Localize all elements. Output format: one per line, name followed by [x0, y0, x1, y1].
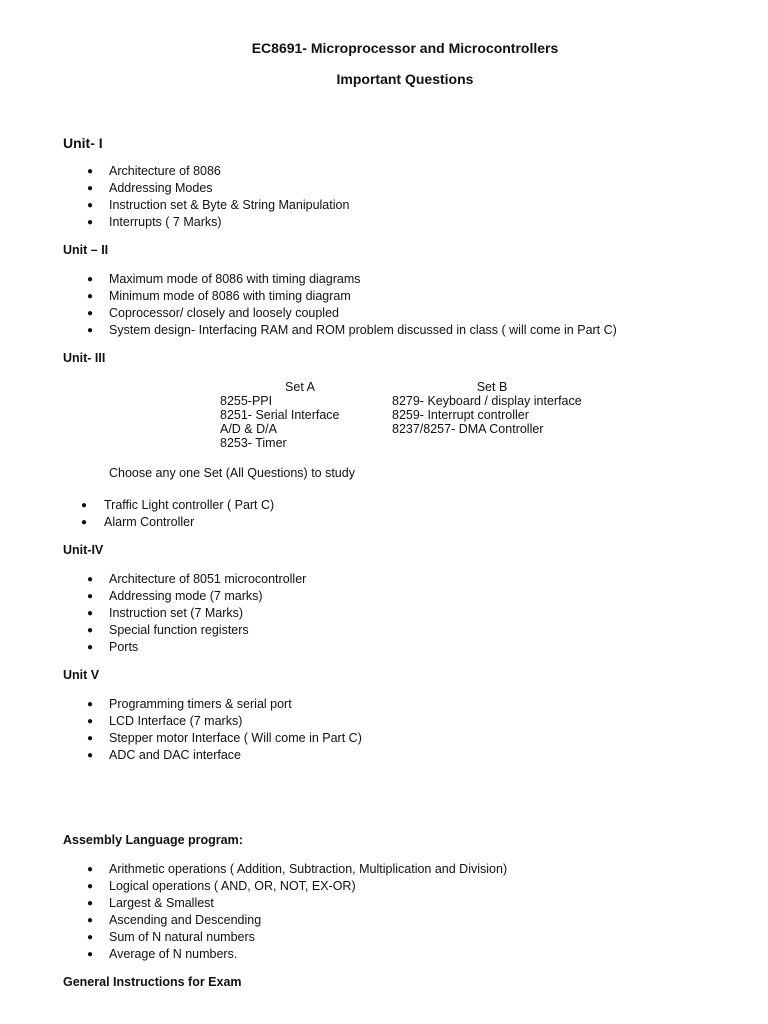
- bullet-icon: ●: [87, 325, 94, 336]
- list-item: ● Logical operations ( AND, OR, NOT, EX-OR): [87, 879, 356, 893]
- unit-2-heading: Unit – II: [63, 243, 109, 257]
- unit-3-heading: Unit- III: [63, 351, 106, 365]
- list-item: ● Arithmetic operations ( Addition, Subtraction, Multiplication and Division): [87, 862, 508, 876]
- unit-4-heading: Unit-IV: [63, 543, 104, 557]
- list-item: ● Alarm Controller: [81, 515, 195, 529]
- list-item: ● Architecture of 8086: [87, 164, 221, 178]
- list-item: ● Coprocessor/ closely and loosely coupled: [87, 306, 339, 320]
- bullet-icon: ●: [87, 949, 94, 960]
- bullet-icon: ●: [87, 699, 94, 710]
- list-item: ● Sum of N natural numbers: [87, 930, 255, 944]
- set-a-item: 8251- Serial Interface: [220, 408, 340, 422]
- bullet-icon: ●: [87, 166, 94, 177]
- list-item: ● Instruction set & Byte & String Manipulation: [87, 198, 350, 212]
- list-item: ● Instruction set (7 Marks): [87, 606, 244, 620]
- list-item: ● Average of N numbers.: [87, 947, 238, 961]
- bullet-icon: ●: [81, 517, 88, 528]
- set-a-item: A/D & D/A: [220, 422, 277, 436]
- bullet-icon: ●: [87, 864, 94, 875]
- unit-1-heading: Unit- I: [63, 135, 103, 151]
- bullet-icon: ●: [87, 274, 94, 285]
- set-a-item: 8255-PPI: [220, 394, 273, 408]
- unit-5-list: [63, 696, 362, 764]
- bullet-icon: ●: [87, 574, 94, 585]
- set-a-label: Set A: [285, 380, 315, 394]
- list-item: ● System design- Interfacing RAM and ROM problem discussed in class ( will come in Part C): [87, 323, 617, 337]
- set-b-column: [392, 380, 592, 436]
- list-item: ● Addressing Modes: [87, 181, 213, 195]
- bullet-icon: ●: [87, 291, 94, 302]
- bullet-icon: ●: [87, 183, 94, 194]
- list-item: ● Largest & Smallest: [87, 896, 214, 910]
- list-item: ● Minimum mode of 8086 with timing diagram: [87, 289, 351, 303]
- set-b-item: 8237/8257- DMA Controller: [392, 422, 544, 436]
- list-item: ● Stepper motor Interface ( Will come in Part C): [87, 731, 362, 745]
- assembly-heading: Assembly Language program:: [63, 833, 243, 847]
- document-subtitle: Important Questions: [336, 71, 474, 87]
- list-item: ● LCD Interface (7 marks): [87, 714, 243, 728]
- bullet-icon: ●: [87, 625, 94, 636]
- bullet-icon: ●: [87, 217, 94, 228]
- bullet-icon: ●: [87, 608, 94, 619]
- bullet-icon: ●: [81, 500, 88, 511]
- bullet-icon: ●: [87, 200, 94, 211]
- bullet-icon: ●: [87, 716, 94, 727]
- list-item: ● Addressing mode (7 marks): [87, 589, 263, 603]
- bullet-icon: ●: [87, 898, 94, 909]
- bullet-icon: ●: [87, 733, 94, 744]
- set-b-label: Set B: [476, 380, 508, 394]
- set-a-item: 8253- Timer: [220, 436, 287, 450]
- bullet-icon: ●: [87, 881, 94, 892]
- assembly-list: [63, 861, 507, 963]
- bullet-icon: ●: [87, 642, 94, 653]
- list-item: ● Traffic Light controller ( Part C): [81, 498, 275, 512]
- unit-3-list: [63, 497, 274, 531]
- bullet-icon: ●: [87, 591, 94, 602]
- list-item: ● Interrupts ( 7 Marks): [87, 215, 222, 229]
- unit-4-list: [63, 571, 306, 656]
- set-b-item: 8259- Interrupt controller: [392, 408, 529, 422]
- set-b-item: 8279- Keyboard / display interface: [392, 394, 582, 408]
- list-item: ● Ports: [87, 640, 139, 654]
- list-item: ● Programming timers & serial port: [87, 697, 292, 711]
- list-item: ● Architecture of 8051 microcontroller: [87, 572, 307, 586]
- general-instructions-heading: General Instructions for Exam: [63, 975, 242, 989]
- unit-3-note: Choose any one Set (All Questions) to study: [109, 466, 355, 480]
- bullet-icon: ●: [87, 915, 94, 926]
- bullet-icon: ●: [87, 932, 94, 943]
- unit-2-list: [63, 271, 617, 339]
- list-item: ● Ascending and Descending: [87, 913, 262, 927]
- unit-5-heading: Unit V: [63, 668, 100, 682]
- document-title: EC8691- Microprocessor and Microcontrollers: [251, 40, 559, 56]
- bullet-icon: ●: [87, 308, 94, 319]
- list-item: ● Maximum mode of 8086 with timing diagrams: [87, 272, 361, 286]
- list-item: ● ADC and DAC interface: [87, 748, 242, 762]
- set-a-column: [220, 380, 380, 450]
- bullet-icon: ●: [87, 750, 94, 761]
- list-item: ● Special function registers: [87, 623, 249, 637]
- unit-1-list: [63, 163, 349, 231]
